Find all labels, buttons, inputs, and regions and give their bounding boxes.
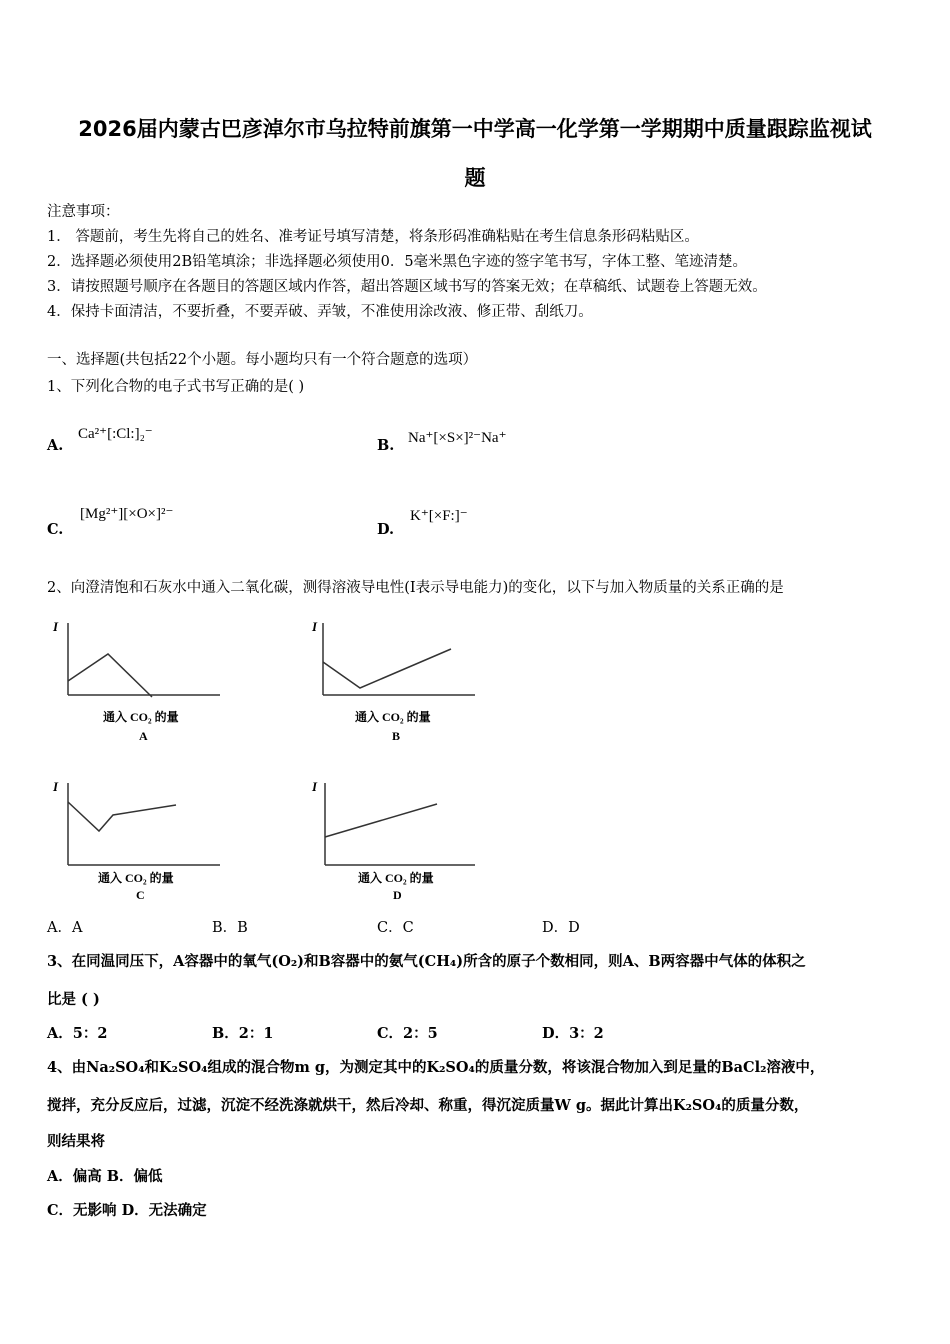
graph-c — [45, 775, 225, 905]
q4-options-line-1: A．偏高 B．偏低 — [47, 1168, 163, 1185]
q2-option-c: C．C — [377, 920, 414, 936]
caption: A — [139, 729, 148, 743]
q3-option-a: A．5：2 — [47, 1025, 108, 1042]
q1-option-d-formula: K⁺[×F:]⁻ — [410, 508, 468, 524]
graph-d — [300, 775, 480, 905]
graph-a — [45, 615, 225, 745]
curve — [323, 649, 451, 688]
q1-option-c-formula: [Mg²⁺][×O×]²⁻ — [80, 506, 174, 522]
q3-stem-line-1: 3、在同温同压下，A容器中的氧气(O₂)和B容器中的氨气(CH₄)所含的原子个数相同，则A、B两容器中气体的体积之 — [47, 953, 806, 970]
q1-stem: 1、下列化合物的电子式书写正确的是( ) — [47, 379, 305, 395]
q4-stem-line-2: 搅拌，充分反应后，过滤，沉淀不经洗涤就烘干，然后冷却、称重，得沉淀质量W g。据此计算出K₂SO₄的质量分数， — [47, 1097, 809, 1114]
note-item: 2．选择题必须使用2B铅笔填涂；非选择题必须使用0．5毫米黑色字迹的签字笔书写，字体工整、笔迹清楚。 — [47, 254, 748, 270]
q1-option-b-formula: Na⁺[×S×]²⁻Na⁺ — [408, 430, 507, 446]
section-heading: 一、选择题(共包括22个小题。每小题均只有一个符合题意的选项） — [47, 352, 478, 368]
q2-option-a: A．A — [47, 920, 83, 936]
caption: D — [393, 888, 402, 902]
title-line-2: 题 — [464, 166, 486, 190]
q3-option-d: D．3：2 — [542, 1025, 604, 1042]
x-label: 通入 CO₂ 的量 — [103, 710, 179, 724]
q2-stem: 2、向澄清饱和石灰水中通入二氧化碳，测得溶液导电性(I表示导电能力)的变化，以下与加入物质量的关系正确的是 — [47, 580, 784, 596]
q1-option-a-formula: Ca²⁺[:Cl:]₂⁻ — [78, 426, 153, 442]
q2-option-d: D．D — [542, 920, 580, 936]
curve — [325, 804, 437, 837]
y-label: I — [312, 619, 318, 634]
q3-stem-line-2: 比是 ( ) — [47, 991, 100, 1008]
q1-option-b-label: B. — [377, 437, 395, 454]
x-label: 通入 CO₂ 的量 — [358, 871, 434, 885]
q4-options-line-2: C．无影响 D．无法确定 — [47, 1202, 207, 1219]
note-item: 1． 答题前，考生先将自己的姓名、准考证号填写清楚，将条形码准确粘贴在考生信息条形码粘贴区。 — [47, 229, 699, 245]
q4-stem-line-1: 4、由Na₂SO₄和K₂SO₄组成的混合物m g，为测定其中的K₂SO₄的质量分数，将该混合物加入到足量的BaCl₂溶液中， — [47, 1059, 825, 1076]
y-label: I — [53, 779, 59, 794]
q3-option-c: C．2：5 — [377, 1025, 438, 1042]
curve — [68, 802, 176, 831]
q1-option-c-label: C. — [47, 521, 64, 538]
note-item: 3．请按照题号顺序在各题目的答题区域内作答，超出答题区域书写的答案无效；在草稿纸、试题卷上答题无效。 — [47, 279, 767, 295]
q3-option-b: B．2：1 — [212, 1025, 274, 1042]
caption: C — [136, 888, 145, 902]
y-label: I — [312, 779, 318, 794]
notes-heading: 注意事项： — [47, 204, 120, 220]
graph-b — [300, 615, 480, 745]
caption: B — [392, 729, 401, 743]
q4-stem-line-3: 则结果将 — [47, 1133, 105, 1150]
x-label: 通入 CO₂ 的量 — [98, 871, 174, 885]
q1-option-a-label: A. — [47, 437, 64, 454]
title-line-1: 2026届内蒙古巴彦淖尔市乌拉特前旗第一中学高一化学第一学期期中质量跟踪监视试 — [78, 117, 872, 141]
note-item: 4．保持卡面清洁，不要折叠，不要弄破、弄皱，不准使用涂改液、修正带、刮纸刀。 — [47, 304, 593, 320]
q2-option-b: B．B — [212, 920, 248, 936]
y-label: I — [53, 619, 59, 634]
q1-option-d-label: D. — [377, 521, 395, 538]
x-label: 通入 CO₂ 的量 — [355, 710, 431, 724]
curve — [68, 654, 152, 697]
